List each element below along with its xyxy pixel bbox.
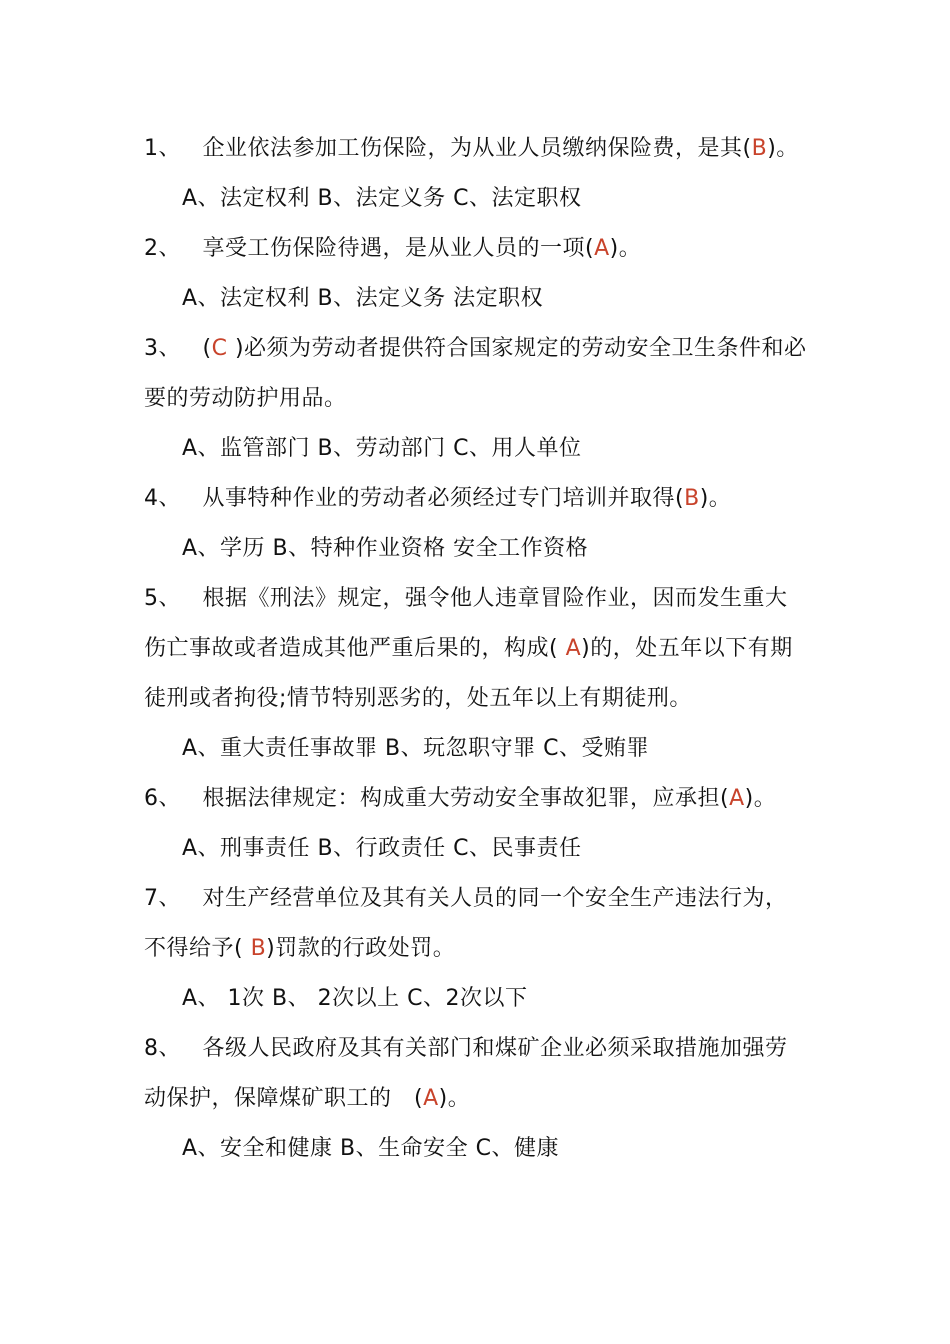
question-4 <box>144 484 731 514</box>
question-text: 不得给予( <box>144 936 251 961</box>
question-3-continuation: 要的劳动防护用品。 <box>144 386 347 411</box>
answer-letter: A <box>423 1086 439 1111</box>
question-4-options: A、学历 B、特种作业资格 安全工作资格 <box>182 536 589 561</box>
question-number: 4、 <box>144 486 181 511</box>
question-text: 伤亡事故或者造成其他严重后果的，构成( <box>144 636 566 661</box>
question-text: 对生产经营单位及其有关人员的同一个安全生产违法行为， <box>202 886 788 911</box>
question-5 <box>144 584 788 614</box>
question-1-options: A、法定权利 B、法定义务 C、法定职权 <box>182 186 582 211</box>
answer-letter: A <box>565 636 582 661</box>
question-6-options: A、刑事责任 B、行政责任 C、民事责任 <box>182 836 582 861</box>
question-text: 根据法律规定：构成重大劳动安全事故犯罪，应承担( <box>202 786 730 811</box>
answer-letter: A <box>594 236 610 261</box>
question-text-end: )。 <box>438 1086 471 1111</box>
question-7-continuation <box>144 934 455 964</box>
question-text-end: )必须为劳动者提供符合国家规定的劳动安全卫生条件和必 <box>227 336 807 361</box>
answer-letter: A <box>729 786 745 811</box>
question-number: 3、 <box>144 336 181 361</box>
question-3 <box>144 334 807 364</box>
question-text-end: )罚款的行政处罚。 <box>266 936 456 961</box>
question-8-options: A、安全和健康 B、生命安全 C、健康 <box>182 1136 559 1161</box>
question-text-end: )。 <box>699 486 732 511</box>
question-5-options: A、重大责任事故罪 B、玩忽职守罪 C、受贿罪 <box>182 736 649 761</box>
question-text: 享受工伤保险待遇，是从业人员的一项( <box>202 236 595 261</box>
answer-letter: B <box>250 936 267 961</box>
question-number: 6、 <box>144 786 181 811</box>
question-number: 1、 <box>144 136 181 161</box>
question-number: 7、 <box>144 886 181 911</box>
question-text-end: )的，处五年以下有期 <box>581 636 793 661</box>
question-5-continuation-2: 徒刑或者拘役;情节特别恶劣的，处五年以上有期徒刑。 <box>144 686 692 711</box>
question-number: 2、 <box>144 236 181 261</box>
question-text: 企业依法参加工伤保险，为从业人员缴纳保险费，是其( <box>202 136 752 161</box>
question-text-end: )。 <box>767 136 799 161</box>
question-3-options: A、监管部门 B、劳动部门 C、用人单位 <box>182 436 582 461</box>
question-text: 根据《刑法》规定，强令他人违章冒险作业，因而发生重大 <box>202 586 788 611</box>
question-text: 动保护，保障煤矿职工的 ( <box>144 1086 424 1111</box>
question-1 <box>144 134 799 164</box>
question-2 <box>144 234 641 264</box>
answer-letter: B <box>684 486 700 511</box>
question-number: 5、 <box>144 586 181 611</box>
question-2-options: A、法定权利 B、法定义务 法定职权 <box>182 286 544 311</box>
question-text: 从事特种作业的劳动者必须经过专门培训并取得( <box>202 486 685 511</box>
question-text-end: )。 <box>609 236 642 261</box>
answer-letter: C <box>211 336 228 361</box>
question-8-continuation <box>144 1084 470 1114</box>
question-7 <box>144 884 788 914</box>
question-text: ( <box>202 336 212 361</box>
question-8 <box>144 1034 788 1064</box>
question-number: 8、 <box>144 1036 181 1061</box>
question-5-continuation <box>144 634 793 664</box>
question-7-options: A、 1次 B、 2次以上 C、2次以下 <box>182 986 528 1011</box>
answer-letter: B <box>751 136 768 161</box>
question-6 <box>144 784 776 814</box>
question-text-end: )。 <box>744 786 777 811</box>
question-text: 各级人民政府及其有关部门和煤矿企业必须采取措施加强劳 <box>202 1036 788 1061</box>
